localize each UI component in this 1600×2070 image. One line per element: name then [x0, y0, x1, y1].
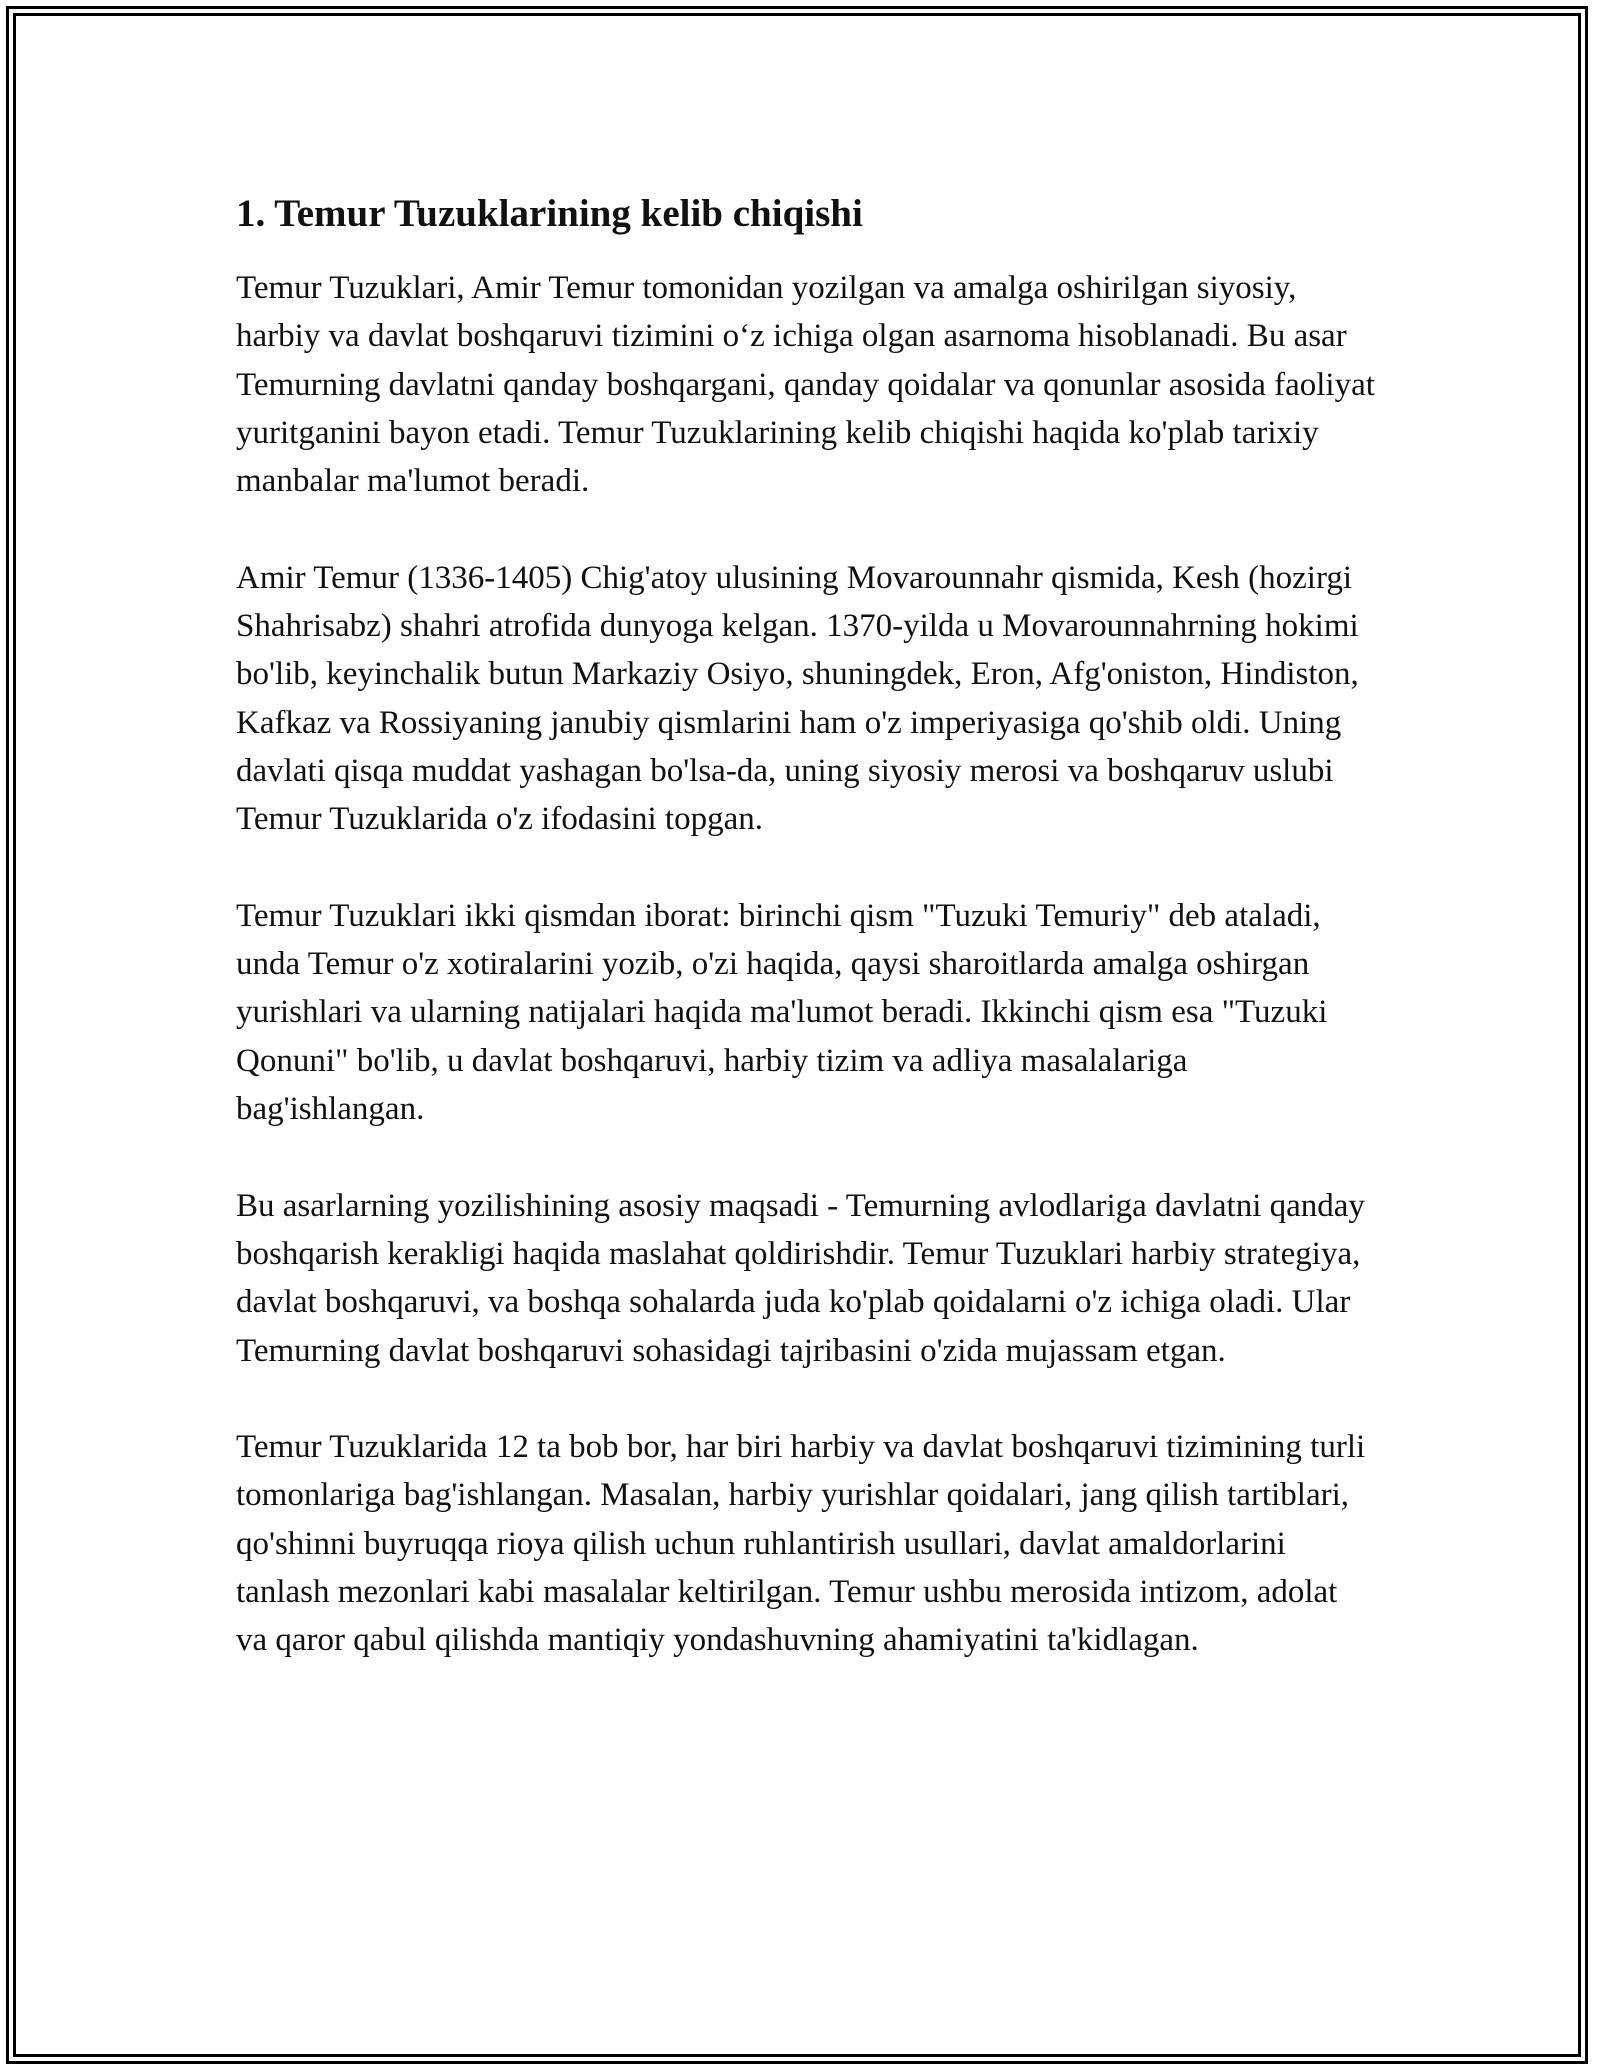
paragraph-2: Amir Temur (1336-1405) Chig'atoy ulusining Movarounnahr qismida, Kesh (hozirgi Shahrisabz) shahri atrofida dunyoga kelgan. 1370-yilda u Movarounnahrning hokimi bo'lib, keyinchalik butun Markaziy Osiyo, shuningdek, Eron, Afg'oniston, Hindiston, Kafkaz va Rossiyaning janubiy qismlarini ham o'z imperiyasiga qo'shib oldi. Uning davlati qisqa muddat yashagan bo'lsa-da, uning siyosiy merosi va boshqaruv uslubi Temur Tuzuklarida o'z ifodasini topgan. [236, 559, 1359, 838]
paragraph-4: Bu asarlarning yozilishining asosiy maqsadi - Temurning avlodlariga davlatni qanday boshqarish kerakligi haqida maslahat qoldirishdir. Temur Tuzuklari harbiy strategiya, davlat boshqaruvi, va boshqa sohalarda juda ko'plab qoidalarni o'z ichiga oladi. Ular Temurning davlat boshqaruvi sohasidagi tajribasini o'zida mujassam etgan. [236, 1187, 1365, 1369]
paragraph-3: Temur Tuzuklari ikki qismdan iborat: birinchi qism "Tuzuki Temuriy" deb ataladi, unda Temur o'z xotiralarini yozib, o'zi haqida, qaysi sharoitlarda amalga oshirgan yurishlari va ularning natijalari haqida ma'lumot beradi. Ikkinchi qism esa "Tuzuki Qonuni" bo'lib, u davlat boshqaruvi, harbiy tizim va adliya masalalariga bag'ishlangan. [236, 897, 1328, 1128]
paragraph-5: Temur Tuzuklarida 12 ta bob bor, har biri harbiy va davlat boshqaruvi tizimining turli tomonlariga bag'ishlangan. Masalan, harbiy yurishlar qoidalari, jang qilish tartiblari, qo'shinni buyruqqa rioya qilish uchun ruhlantirish usullari, davlat amaldorlarini tanlash mezonlari kabi masalalar keltirilgan. Temur ushbu merosida intizom, adolat va qaror qabul qilishda mantiqiy yondashuvning ahamiyatini ta'kidlagan. [236, 1429, 1366, 1659]
paragraph-1: Temur Tuzuklari, Amir Temur tomonidan yozilgan va amalga oshirilgan siyosiy, harbiy va davlat boshqaruvi tizimini o‘z ichiga olgan asarnoma hisoblanadi. Bu asar Temurning davlatni qanday boshqargani, qanday qoidalar va qonunlar asosida faoliyat yuritganini bayon etadi. Temur Tuzuklarining kelib chiqishi haqida ko'plab tarixiy manbalar ma'lumot beradi. [236, 270, 1375, 500]
section-heading: 1. Temur Tuzuklarining kelib chiqishi [236, 192, 863, 235]
document-body [236, 186, 1376, 1713]
